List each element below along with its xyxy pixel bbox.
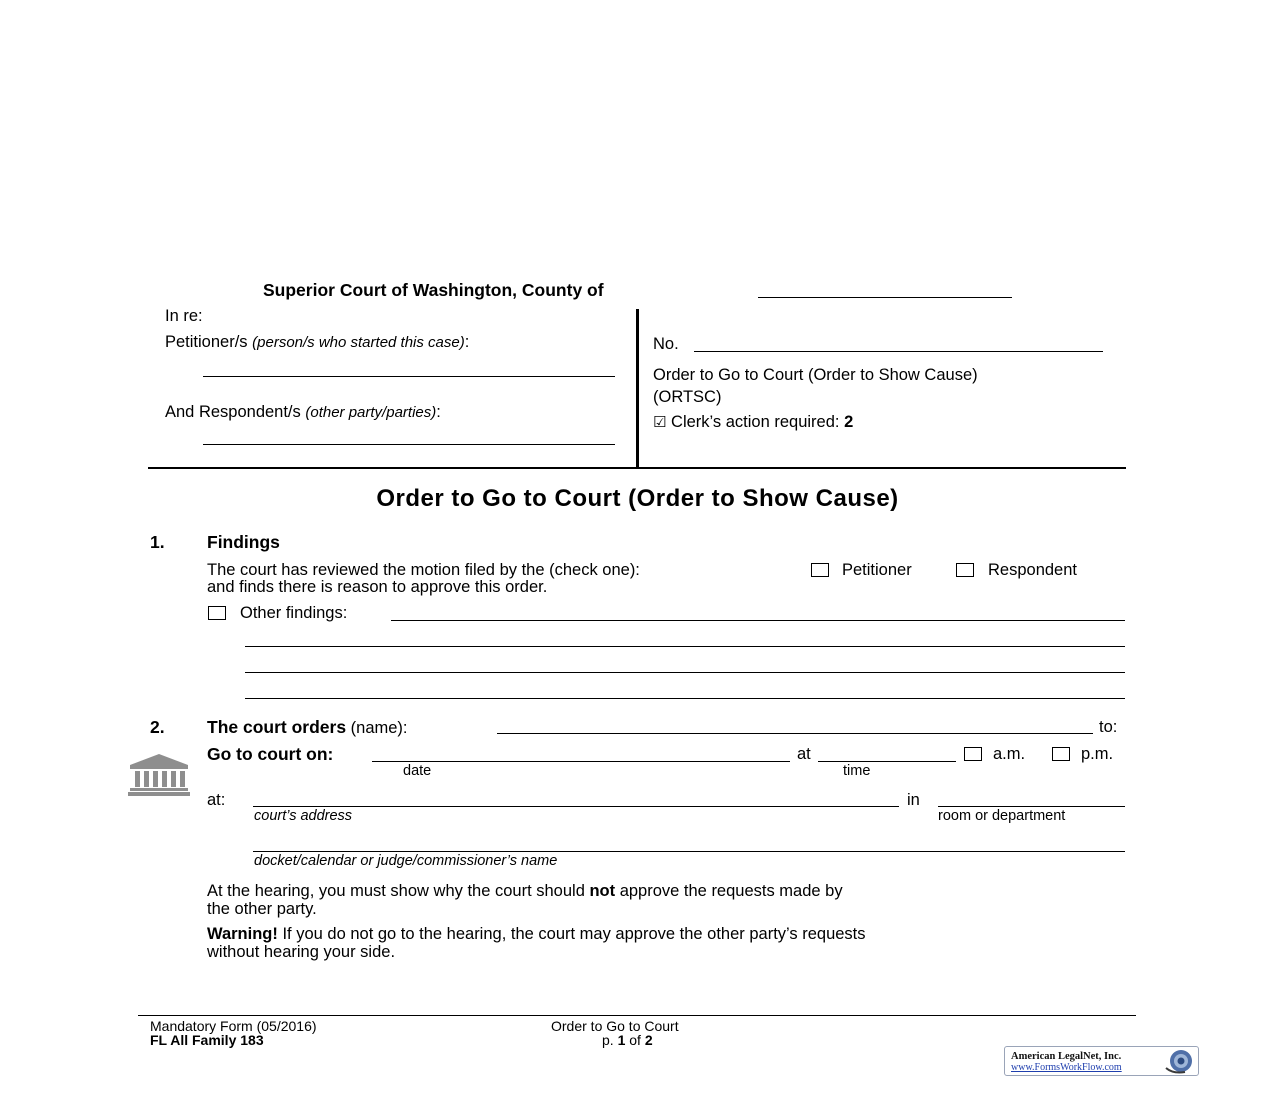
clerk-action-label: Clerk’s action required: <box>671 413 840 431</box>
section2-number: 2. <box>150 717 165 737</box>
hearing-date-field[interactable] <box>372 761 790 762</box>
hearing-text-line2: the other party. <box>207 900 317 918</box>
pm-checkbox[interactable] <box>1052 747 1070 761</box>
petitioner-colon: : <box>464 333 470 351</box>
other-findings-field-4[interactable] <box>245 698 1125 699</box>
court-address-field[interactable] <box>253 806 899 807</box>
county-field[interactable] <box>758 297 1012 298</box>
footer-form-title: Order to Go to Court <box>551 1018 679 1034</box>
case-no-field[interactable] <box>694 351 1103 352</box>
form-name-line1: Order to Go to Court (Order to Show Cause) <box>653 366 978 384</box>
footer-rule <box>138 1015 1136 1016</box>
warning-line2: without hearing your side. <box>207 943 396 961</box>
findings-text-line2: and finds there is reason to approve this order. <box>207 578 548 596</box>
court-orders-row <box>207 719 408 737</box>
petitioner-checkbox[interactable] <box>811 563 829 577</box>
caption-divider <box>636 309 639 468</box>
in-label: in <box>907 791 920 809</box>
vendor-name: American LegalNet, Inc. <box>1011 1051 1122 1062</box>
ordered-party-name-field[interactable] <box>497 733 1093 734</box>
hearing-text-line1 <box>207 883 843 900</box>
hearing-text-a: At the hearing, you must show why the court should <box>207 882 590 900</box>
vendor-badge[interactable] <box>1004 1046 1199 1076</box>
footer-form-code: FL All Family 183 <box>150 1032 264 1048</box>
checked-box-icon: ☑ <box>653 413 667 431</box>
court-title: Superior Court of Washington, County of <box>263 280 604 300</box>
respondent-name-field[interactable] <box>203 444 615 445</box>
section1-heading: Findings <box>207 532 280 552</box>
vendor-url[interactable]: www.FormsWorkFlow.com <box>1011 1062 1122 1073</box>
time-caption: time <box>843 763 871 779</box>
clerk-action-value: 2 <box>844 413 854 431</box>
go-to-court-label: Go to court on: <box>207 744 334 764</box>
petitioner-label: Petitioner/s <box>165 333 248 351</box>
petitioner-name-field[interactable] <box>203 376 615 377</box>
pm-label: p.m. <box>1081 745 1114 763</box>
document-title: Order to Go to Court (Order to Show Cause) <box>376 485 899 512</box>
courthouse-icon <box>128 752 190 796</box>
petitioner-hint: (person/s who started this case) <box>252 334 465 351</box>
warning-text: If you do not go to the hearing, the court may approve the other party’s requests <box>277 925 866 943</box>
other-findings-label: Other findings: <box>240 604 348 622</box>
caption-bottom-rule <box>148 467 1126 469</box>
globe-logo-icon <box>1163 1048 1197 1075</box>
page-prefix: p. <box>602 1032 618 1048</box>
docket-judge-field[interactable] <box>253 851 1125 852</box>
respondent-colon: : <box>436 403 441 421</box>
hearing-not: not <box>589 882 616 900</box>
at-address-label: at: <box>207 791 226 809</box>
at-label: at <box>797 745 811 763</box>
in-re-label: In re: <box>165 307 203 325</box>
am-checkbox[interactable] <box>964 747 982 761</box>
section2-heading: The court orders <box>207 717 347 737</box>
room-caption: room or department <box>938 808 1066 824</box>
form-name-line2: (ORTSC) <box>653 388 722 406</box>
hearing-time-field[interactable] <box>818 761 956 762</box>
footer-mandatory: Mandatory Form (05/2016) <box>150 1018 317 1034</box>
other-findings-field-3[interactable] <box>245 672 1125 673</box>
respondent-label: And Respondent/s <box>165 403 301 421</box>
to-label: to: <box>1099 718 1118 736</box>
respondent-hint: (other party/parties) <box>305 404 437 421</box>
hearing-text-b: approve the requests made by <box>615 882 843 900</box>
warning-line1 <box>207 926 866 943</box>
footer-page-number <box>602 1033 653 1047</box>
page-current: 1 <box>617 1032 626 1048</box>
respondent-option-label: Respondent <box>988 561 1077 579</box>
other-findings-checkbox[interactable] <box>208 606 226 620</box>
section1-number: 1. <box>150 532 165 552</box>
clerk-action-row <box>653 414 853 431</box>
petitioner-label-row <box>165 334 469 351</box>
am-label: a.m. <box>993 745 1026 763</box>
findings-text-line1: The court has reviewed the motion filed by the (check one): <box>207 561 640 579</box>
address-caption: court’s address <box>254 808 353 824</box>
date-caption: date <box>403 763 432 779</box>
petitioner-option-label: Petitioner <box>842 561 912 579</box>
name-label: (name): <box>350 719 408 737</box>
other-findings-field-1[interactable] <box>391 620 1125 621</box>
warning-label: Warning! <box>207 925 278 943</box>
docket-caption: docket/calendar or judge/commissioner’s name <box>254 853 558 869</box>
page-of: of <box>625 1032 645 1048</box>
respondent-checkbox[interactable] <box>956 563 974 577</box>
respondent-label-row <box>165 404 441 421</box>
room-department-field[interactable] <box>938 806 1125 807</box>
page-total: 2 <box>644 1032 653 1048</box>
case-no-label: No. <box>653 335 679 353</box>
other-findings-field-2[interactable] <box>245 646 1125 647</box>
